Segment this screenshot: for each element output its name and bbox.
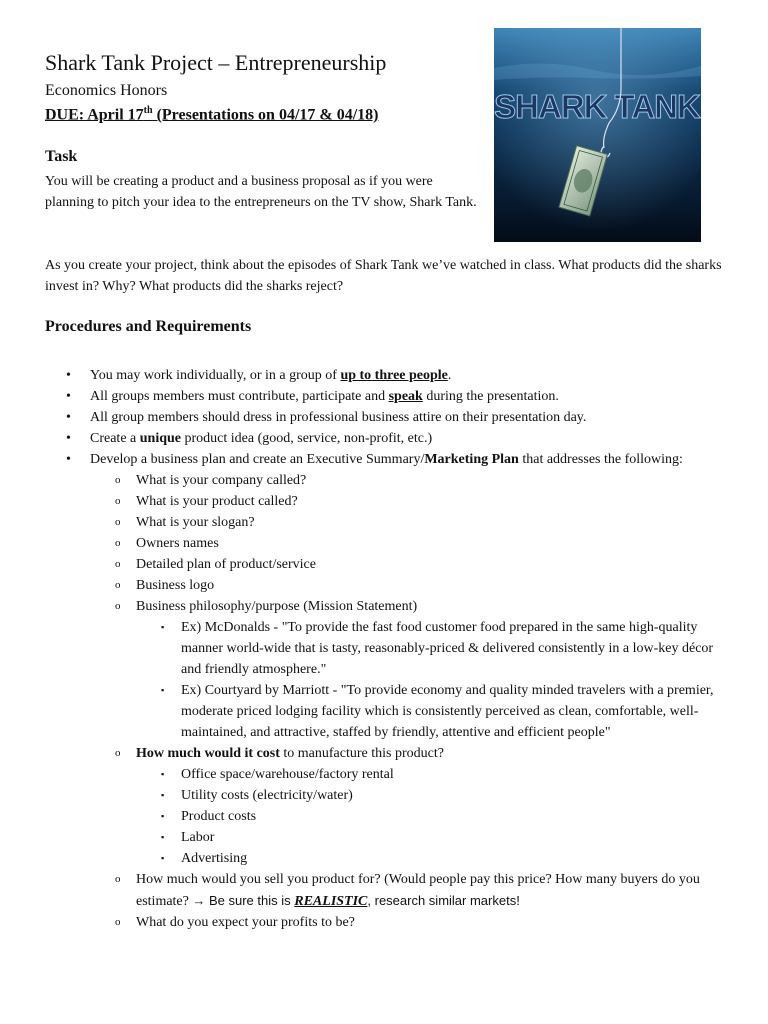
list-item: • All groups members must contribute, participate and speak during the presentation. [90,386,730,407]
arrow-right-icon: → [192,893,206,908]
logo-wordmark: SHARK TANK [494,88,700,125]
list-item: o Owners names [136,533,730,554]
procedures-heading: Procedures and Requirements [45,318,252,335]
square-bullet-icon: ▪ [161,622,165,632]
circle-bullet-icon: o [115,916,121,928]
circle-bullet-icon: o [115,600,121,612]
circle-bullet-icon: o [115,873,121,885]
list-item: ▪ Ex) Courtyard by Marriott - "To provide economy and quality minded travelers with a premier, moderate priced lodging facility which is consistently perceived as clean, comfortable, well-maintained, and attractive, staffed by friendly, attentive and efficient people" [181,680,730,743]
due-date: DUE: April 17th (Presentations on 04/17 & 04/18) [45,105,379,124]
mission-examples-list [161,617,730,743]
shark-tank-logo-image [494,28,701,242]
cost-items-list [161,764,730,869]
list-item: o What is your company called? [136,470,730,491]
task-heading: Task [45,148,78,165]
bullet-icon: • [66,431,71,446]
task-intro-paragraph: As you create your project, think about the episodes of Shark Tank we’ve watched in class. What products did the sharks invest in? Why? What products did the sharks reject? [45,258,722,294]
list-item: ▪ Office space/warehouse/factory rental [181,764,730,785]
list-item: • You may work individually, or in a group of up to three people. [90,365,730,386]
bullet-icon: • [66,389,71,404]
list-item: o What is your product called? [136,491,730,512]
square-bullet-icon: ▪ [161,685,165,695]
list-item: o How much would it cost to manufacture this product? ▪ Office space/warehouse/factory rental ▪ Utility costs (electricity/water) ▪ Product costs ▪ Labor ▪ Advertising [136,743,730,869]
list-item: o How much would you sell you product for? (Would people pay this price? How many buyers do you estimate? → Be sure this is REALISTIC, research similar markets! [136,869,730,912]
bullet-icon: • [66,410,71,425]
square-bullet-icon: ▪ [161,790,165,800]
course-name: Economics Honors [45,82,168,99]
list-item: o Business philosophy/purpose (Mission Statement) ▪ Ex) McDonalds - "To provide the fast food customer food prepared in the same high-quality manner world-wide that is tasty, reasonably-priced & delivered consistently in a low-key décor and friendly atmosphere." ▪ Ex) Courtyard by Marriott - "To provide economy and quality minded travelers with a premier, moderate priced lodging facility which is consistently perceived as clean, comfortable, well-maintained, and attractive, staffed by friendly, attentive and efficient people" [136,596,730,743]
square-bullet-icon: ▪ [161,769,165,779]
list-item: • All group members should dress in professional business attire on their presentation day. [90,407,730,428]
circle-bullet-icon: o [115,495,121,507]
bullet-icon: • [66,452,71,467]
list-item: • Develop a business plan and create an Executive Summary/Marketing Plan that addresses the following: o What is your company called? o What is your product called? o What is your slogan? o Owners names o Detailed plan of product/service o Business logo o Business philosophy/purpose (Mission Statement) ▪ Ex) McDonalds - "To provide the fast food customer food prepared in the same high-quality manner world-wide that is tasty, reasonably-priced & delivered consistently in a low-key décor and friendly atmosphere." ▪ Ex) Courtyard by Marriott - "To provide economy and quality minded travelers with a premier, moderate priced lodging facility which is consistently perceived as clean, comfortable, well-maintained, and attractive, staffed by friendly, attentive and efficient people" o How much would it cost to manufacture this product? ▪ Office space/warehouse/factory rental ▪ Utility costs (electricity/water) ▪ Product costs ▪ Labor ▪ Advertising o How much would you sell you product for? (Would people pay this price? How many buyers do you estimate? → Be sure this is REALISTIC, research similar markets! o What do you expect your profits to be? [90,449,730,933]
list-item: o Detailed plan of product/service [136,554,730,575]
list-item: • Create a unique product idea (good, service, non-profit, etc.) [90,428,730,449]
list-item: ▪ Ex) McDonalds - "To provide the fast food customer food prepared in the same high-quality manner world-wide that is tasty, reasonably-priced & delivered consistently in a low-key décor and friendly atmosphere." [181,617,730,680]
circle-bullet-icon: o [115,516,121,528]
list-item: o What is your slogan? [136,512,730,533]
list-item: ▪ Product costs [181,806,730,827]
list-item: ▪ Advertising [181,848,730,869]
circle-bullet-icon: o [115,537,121,549]
square-bullet-icon: ▪ [161,853,165,863]
square-bullet-icon: ▪ [161,811,165,821]
list-item: o What do you expect your profits to be? [136,912,730,933]
square-bullet-icon: ▪ [161,832,165,842]
list-item: ▪ Utility costs (electricity/water) [181,785,730,806]
business-plan-list [115,470,730,933]
circle-bullet-icon: o [115,579,121,591]
circle-bullet-icon: o [115,474,121,486]
task-description: You will be creating a product and a business proposal as if you were planning to pitch your idea to the entrepreneurs on the TV show, Shark Tank. [45,174,477,210]
bullet-icon: • [66,368,71,383]
list-item: o Business logo [136,575,730,596]
document-title: Shark Tank Project – Entrepreneurship [45,50,387,75]
circle-bullet-icon: o [115,747,121,759]
circle-bullet-icon: o [115,558,121,570]
list-item: ▪ Labor [181,827,730,848]
requirements-list [66,365,730,933]
